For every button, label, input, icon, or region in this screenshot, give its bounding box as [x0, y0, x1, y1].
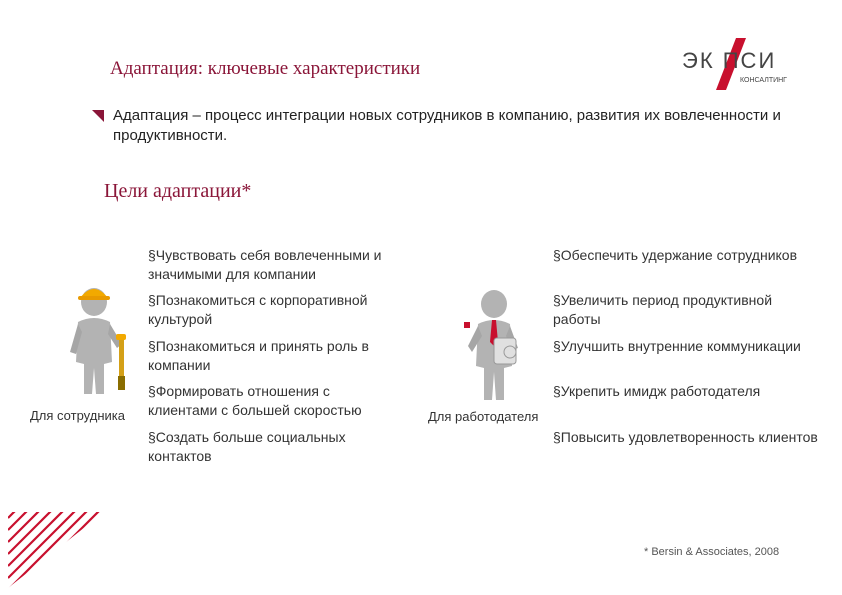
employee-goal: §Чувствовать себя вовлеченными и значимыми для компании [148, 247, 382, 282]
employee-goal: §Создать больше социальных контактов [148, 429, 346, 464]
employer-label: Для работодателя [428, 409, 539, 424]
slide-title: Адаптация: ключевые характеристики [110, 58, 421, 79]
decorative-stripes-icon [8, 508, 104, 588]
manager-figure-icon [458, 286, 528, 404]
worker-figure-icon [60, 282, 140, 398]
adaptation-definition: Адаптация – процесс интеграции новых сотрудников в компанию, развития их вовлеченности и продуктивности. [113, 107, 781, 144]
employee-goal: §Формировать отношения с клиентами с большей скоростью [148, 383, 362, 418]
bullet-triangle-icon [92, 110, 104, 122]
employer-goal: §Укрепить имидж работодателя [553, 383, 761, 399]
employee-label: Для сотрудника [30, 408, 125, 423]
goals-title: Цели адаптации* [104, 180, 252, 202]
employer-goal: §Улучшить внутренние коммуникации [553, 338, 801, 354]
employee-goal: §Познакомиться и принять роль в компании [148, 338, 369, 373]
employer-goal: §Обеспечить удержание сотрудников [553, 247, 798, 263]
svg-text:КОНСАЛТИНГ: КОНСАЛТИНГ [740, 77, 787, 84]
employer-goal: §Увеличить период продуктивной работы [553, 292, 773, 327]
employee-goal: §Познакомиться с корпоративной культурой [148, 292, 368, 327]
ekopsi-logo [678, 36, 790, 92]
source-footnote: * Bersin & Associates, 2008 [644, 546, 780, 558]
employer-goal: §Повысить удовлетворенность клиентов [553, 429, 818, 445]
svg-text:ЭК ПСИ: ЭК ПСИ [682, 48, 777, 73]
